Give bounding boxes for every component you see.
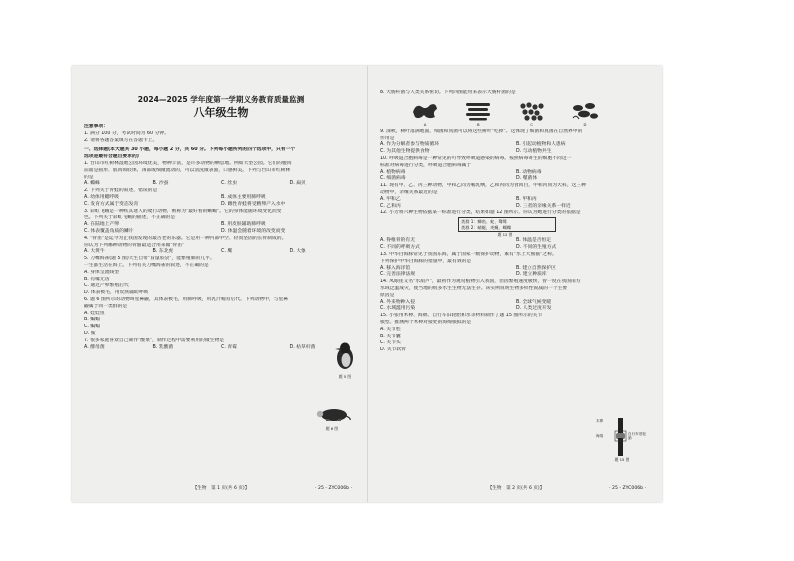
option: B. 引起动植物和人患病: [516, 142, 566, 148]
option: D. 体温会随着环境的改变而变: [221, 228, 286, 234]
q3-options: [84, 222, 358, 229]
option: C. 完善法律法规: [380, 272, 416, 278]
option: D. 建立种质库: [516, 272, 547, 278]
box-line: 类群 2：蜻蜓、麦蝇、蝴蝶: [461, 224, 512, 230]
option: A. 蜘蛛: [84, 181, 100, 187]
q13-options: [380, 272, 652, 279]
option: C. 不同的呼吸方式: [380, 245, 420, 251]
bacteria-c-image: [517, 100, 547, 122]
option: D. 人类过度开发: [516, 306, 552, 312]
option: B. 关节囊: [380, 333, 401, 339]
option: C. 鹰: [221, 249, 233, 255]
exam-subject: 八年级生物: [193, 106, 249, 119]
option: B. 乳酸菌: [152, 344, 174, 350]
figure-caption: 题 6 图: [325, 426, 339, 431]
section-heading: 一、选择题(本大题共 30 小题，每小题 2 分，共 60 分。下列每小题所列的四个选项中，只有一个: [84, 147, 296, 153]
q4-options: [84, 249, 358, 256]
option: B. 沙蚕: [152, 181, 169, 187]
question-1: 的是: [84, 174, 94, 180]
figure-caption: 题 15 图: [614, 457, 630, 462]
question-15: 模型。推测两个木棒对接处的海绵模拟的是: [380, 319, 472, 325]
question-14: 原因是: [380, 292, 395, 298]
q10-options: [380, 176, 652, 183]
option: D. 大象: [289, 249, 306, 255]
q8-image-row: [410, 100, 600, 127]
option-label: D: [583, 121, 587, 127]
option: C. 丝虫: [221, 181, 237, 187]
question-4: 你认为下列哪种动物的骨骼最适合用来做"骨笛": [84, 242, 185, 248]
option: C. 体表覆盖角质的鳞片: [84, 228, 134, 234]
option: A. 植物病毒: [380, 169, 406, 175]
exam-code: · 25 - ZYC006b ·: [315, 486, 352, 491]
question-10: 标准对病毒进行分类，呼吸道合胞病毒属于: [380, 162, 472, 168]
question-14: 水域泛滥成灾，使当地的很多水生生物无法生存。该实例说明生物多样性锐减的一个主要: [380, 285, 568, 291]
note-line: 1. 满分 100 分，考试时间为 60 分钟。: [84, 130, 170, 136]
question-4: 4. "骨笛"是迄今为止我国发现的最古老的乐器。它是用一种内部中空、轻而坚固的长骨制成的。: [84, 235, 287, 241]
option: A. 外来物种入侵: [380, 299, 416, 305]
question-14: 14. 凤眼莲又名"水葫芦"，最初作为观赏植物引入我国，但因繁殖速度极快，曾一度在我国南方: [380, 279, 581, 285]
option: A. 身体呈流线型: [84, 269, 120, 275]
option: C. 蝙蝠: [84, 324, 100, 330]
razorbill-bird-image: [334, 340, 356, 370]
question-13: 下列保护中华白海豚的措施中，最有效的是: [380, 258, 472, 264]
page-1: [84, 72, 358, 494]
question-3: 3. 彩虹飞蛾是一种疾其迷人的爬行动物，被称为"最好看的蜥蜴"。它的身体能随环境变化而变: [84, 208, 282, 214]
q8-option-c: [517, 100, 547, 127]
option: A. 娃娃鱼: [84, 310, 105, 316]
q12-options: [380, 245, 652, 252]
question-6: 鼹属于同一类群的是: [84, 303, 128, 309]
question-6: 6. 题 6 图所示的动物叫星鼻鼹，其体表被毛，用肺呼吸，用乳汁哺育后代。下列动物中，与星鼻: [84, 296, 289, 302]
exam-title: 2024—2025 学年度第一学期义务教育质量监测: [137, 95, 305, 104]
option-label: A: [423, 121, 427, 127]
star-nosed-mole-image: [312, 406, 352, 422]
option: D. 不同的生殖方式: [516, 245, 557, 251]
option: A. 甲和乙: [380, 196, 401, 202]
question-8: 8. 大肠杆菌与人类关系密切。下列四图能用来表示大肠杆菌的是: [380, 90, 516, 95]
exam-sheet: [72, 66, 662, 502]
option: D. 雌性青蛙将受精卵产入水中: [221, 201, 286, 207]
bacteria-d-image: [570, 100, 600, 122]
box-line: 类群 1：鲫鱼、蛇、鹭鸶: [461, 219, 507, 225]
question-3: 色。下列关于彩虹飞蛾的描述，不正确的是: [84, 215, 176, 221]
option: D. 鲨: [84, 330, 96, 336]
question-5: 5. 刀嘴海雀(题 5 图)天生自带"盲鼠胶袋"，能繁殖肺的几乎。: [84, 256, 215, 262]
page-fold: [367, 66, 368, 502]
option: C. 为其他生物提供食物: [380, 149, 430, 155]
page-number: 【生物 第 1 页(共 6 页)】: [192, 486, 250, 491]
label-wood-stick: 木棒: [596, 419, 604, 423]
question-15: 15. 小张用木棒、海绵、自行车旧轮胎和水等材料制作了题 15 图所示的关节: [380, 313, 543, 319]
page-2-footer: [380, 486, 652, 492]
label-bike-tire: 自行车旧轮胎: [628, 432, 646, 441]
question-13: 13. 中华白海豚常见于我国东海，属于国家一级保护动物，素有"水上大熊猫"之称。: [380, 251, 557, 257]
question-10: 10. 呼吸道合胞病毒是一种常见的可导致呼吸道感染的病毒。按照病毒寄生的细胞不同这一: [380, 155, 572, 161]
option-label: C: [530, 121, 533, 127]
question-7: 7. 很多家庭喜欢自己制作"酸菜"，制作过程中需要利用的微生物是: [84, 337, 225, 343]
option: B. 蝙蝠: [84, 317, 100, 323]
q9-options: [380, 149, 652, 156]
option: B. 全球气候变暖: [516, 299, 552, 305]
option: C. 青霉: [221, 344, 237, 350]
option: C. 发育方式属于变态发育: [84, 201, 139, 207]
question-2: 2. 下列关于青蛙的叙述，错误的是: [84, 188, 158, 194]
figure-caption: 题 12 图: [497, 232, 513, 238]
question-9: 作用是: [380, 135, 395, 141]
figure-15: [594, 417, 650, 463]
figure-6: [312, 406, 352, 432]
option: B. 甲和丙: [516, 196, 537, 202]
q3-options: [84, 229, 358, 236]
question-11: 11. 现有甲、乙、丙三种动物，甲和乙同为哺乳纲，乙和丙同为食肉目，甲和丙同为犬科。这三种: [380, 183, 586, 189]
option: C. 乙和丙: [380, 203, 401, 209]
figure-caption: 题 5 图: [338, 374, 352, 379]
q8-option-b: [463, 100, 493, 127]
bacteria-b-image: [463, 100, 493, 122]
page-2: [380, 72, 652, 494]
option: A. 幼体用鳃呼吸: [84, 194, 120, 200]
option: A. 在陆地上产卵: [84, 222, 120, 228]
option: B. 动物病毒: [516, 169, 542, 175]
option: D. 体表被毛，用皮肤辅助呼吸: [84, 290, 149, 296]
question-1: 1. 台山市红树林湿地公园环境优美，物种丰富，是许多动物的栖息地。例如大型公园。它们的腹肉: [84, 160, 292, 166]
q8-option-a: [410, 100, 440, 127]
option: C. 水域滥用污染: [380, 306, 416, 312]
option: B. 用皮肤辅助肺呼吸: [221, 222, 266, 228]
section-heading: 选项是最符合题目要求的): [84, 154, 139, 160]
option: B. 有喙无齿: [84, 276, 110, 282]
option: A. 大黄牛: [84, 249, 105, 255]
option: D. 枯草杆菌: [289, 344, 316, 350]
option: B. 东北虎: [152, 249, 174, 255]
q11-options: [380, 197, 652, 204]
bacteria-a-image: [410, 100, 440, 122]
option: B. 体温是否恒定: [516, 238, 552, 244]
option: D. 关节软骨: [380, 347, 406, 353]
note-line: 2. 请将各题答案填写在答题卡上。: [84, 137, 158, 143]
q2-options: [84, 195, 358, 202]
option: D. 扁贝: [289, 181, 306, 187]
option: A. 关节腔: [380, 326, 401, 332]
option: A. 酵母菌: [84, 344, 105, 350]
option: C. 通过产卵繁殖后代: [84, 283, 129, 289]
q8-option-d: [570, 100, 600, 127]
option-label: B: [477, 121, 480, 127]
q1-options: [84, 181, 358, 188]
classification-box: [458, 217, 556, 232]
option: D. 噬菌体: [516, 176, 538, 182]
option: A. 作为分解者参与物质循环: [380, 142, 440, 148]
option: D. 与动植物共生: [516, 149, 552, 155]
option: A. 移入海洋馆: [380, 265, 411, 271]
notes-title: 注意事项：: [84, 124, 108, 129]
question-12: 12. 小芳将六种生物依据某一标准进行分类，结果如题 12 图所示，你认为她进行分类的依据是: [380, 210, 581, 216]
exam-code: · 25 - ZYC006b ·: [609, 486, 646, 491]
q2-options: [84, 202, 358, 209]
page-number: 【生物 第 2 页(共 6 页)】: [487, 486, 545, 491]
option: C. 关节头: [380, 340, 401, 346]
question-5: 一生都生活在海上。下列有关刀嘴海雀的叙述，不正确的是: [84, 262, 209, 268]
option: A. 脊椎骨的有无: [380, 238, 416, 244]
question-11: 动物中，亲缘关系最近的是: [380, 189, 438, 195]
option: C. 细菌病毒: [380, 176, 406, 182]
question-1: 前面是圆形、肌肉如肢体，颈部或细微流动的，可以清洗微表面，口感鲜美。下列与台山市红树林: [84, 167, 291, 173]
option: D. 三者的亲缘关系一样近: [516, 203, 571, 209]
option: B. 成体主要用肺呼吸: [221, 194, 266, 200]
option: B. 建立自然保护区: [516, 265, 556, 271]
label-sponge: 海绵: [596, 434, 604, 438]
q7-options: [84, 345, 358, 352]
question-9: 9. 深秋，树叶落满地面，细菌和真菌可以将这些树叶"吃掉"。这体现了细菌和真菌在自然界中的: [380, 128, 583, 134]
q11-options: [380, 204, 652, 211]
page-1-footer: [84, 486, 358, 492]
figure-5: [334, 340, 356, 380]
q14-options: [380, 306, 652, 313]
